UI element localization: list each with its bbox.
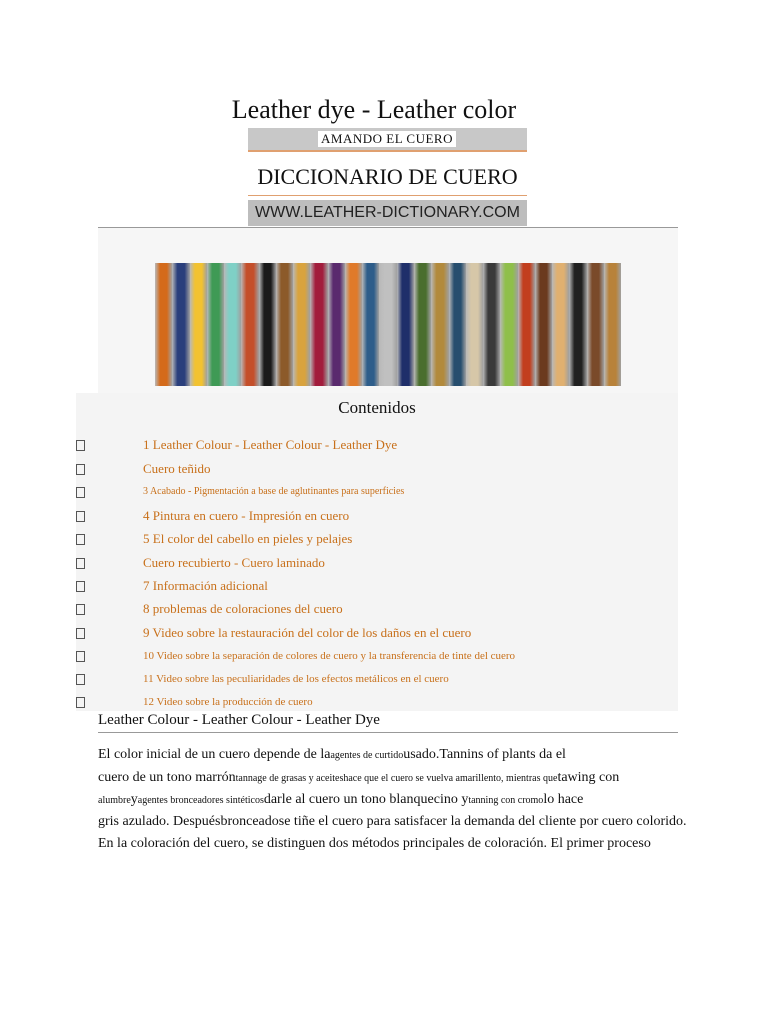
leather-stripe bbox=[293, 263, 310, 386]
text-span: y bbox=[130, 792, 138, 807]
bullet-icon bbox=[76, 697, 85, 708]
leather-stripe bbox=[362, 263, 379, 386]
banner-middle: DICCIONARIO DE CUERO bbox=[257, 164, 518, 189]
leather-colors-image bbox=[155, 263, 621, 386]
divider-section bbox=[98, 732, 678, 733]
leather-stripe bbox=[500, 263, 517, 386]
leather-stripe bbox=[431, 263, 448, 386]
bullet-icon bbox=[76, 604, 85, 615]
text-span: El color inicial de un cuero depende de la bbox=[98, 747, 331, 762]
toc-item bbox=[76, 578, 678, 598]
bullet-icon bbox=[76, 581, 85, 592]
leather-stripe bbox=[224, 263, 241, 386]
leather-stripe bbox=[535, 263, 552, 386]
toc-item bbox=[76, 461, 678, 481]
leather-stripe bbox=[552, 263, 569, 386]
body-line-3 bbox=[98, 791, 698, 810]
banner-divider bbox=[248, 195, 527, 196]
table-of-contents bbox=[76, 393, 678, 711]
leather-stripe bbox=[155, 263, 172, 386]
banner-top bbox=[248, 128, 527, 152]
toc-link-8[interactable]: 8 problemas de coloraciones del cuero bbox=[143, 601, 343, 616]
toc-link-9[interactable]: 9 Video sobre la restauración del color de los daños en el cuero bbox=[143, 625, 472, 640]
body-line-5: En la coloración del cuero, se distinguen dos métodos principales de coloración. El primer proceso bbox=[98, 836, 651, 851]
text-span: cuero de un tono marrón bbox=[98, 770, 236, 785]
leather-stripe bbox=[569, 263, 586, 386]
leather-stripe bbox=[310, 263, 327, 386]
leather-stripe bbox=[483, 263, 500, 386]
toc-link-6[interactable]: Cuero recubierto - Cuero laminado bbox=[143, 555, 325, 570]
toc-title: Contenidos bbox=[338, 398, 416, 417]
bullet-icon bbox=[76, 651, 85, 662]
bullet-icon bbox=[76, 440, 85, 451]
leather-stripe bbox=[172, 263, 189, 386]
text-span: hace que el cuero se vuelva amarillento, mientras que bbox=[343, 773, 558, 784]
bullet-icon bbox=[76, 628, 85, 639]
leather-stripe bbox=[276, 263, 293, 386]
bullet-icon bbox=[76, 511, 85, 522]
text-span: agentes de curtido bbox=[330, 750, 404, 761]
toc-link-5[interactable]: 5 El color del cabello en pieles y pelajes bbox=[143, 531, 353, 546]
leather-stripe bbox=[604, 263, 621, 386]
toc-item bbox=[76, 648, 678, 668]
leather-stripe bbox=[328, 263, 345, 386]
toc-item bbox=[76, 671, 678, 691]
banner-url[interactable]: WWW.LEATHER-DICTIONARY.COM bbox=[248, 200, 527, 226]
leather-stripe bbox=[207, 263, 224, 386]
toc-item bbox=[76, 601, 678, 621]
text-span: tannage de grasas y aceites bbox=[235, 773, 344, 784]
leather-stripe bbox=[414, 263, 431, 386]
leather-stripe bbox=[345, 263, 362, 386]
toc-link-4[interactable]: 4 Pintura en cuero - Impresión en cuero bbox=[143, 508, 350, 523]
leather-stripe bbox=[587, 263, 604, 386]
toc-item bbox=[76, 484, 678, 504]
leather-stripe bbox=[518, 263, 535, 386]
toc-item bbox=[76, 555, 678, 575]
body-line-4: gris azulado. Despuésbronceadose tiñe el cuero para satisfacer la demanda del cliente por cuero colorido. bbox=[98, 814, 687, 829]
body-line-1 bbox=[98, 746, 698, 765]
text-span: lo hace bbox=[543, 792, 584, 807]
leather-stripe bbox=[379, 263, 396, 386]
toc-link-3[interactable]: 3 Acabado - Pigmentación a base de aglutinantes para superficies bbox=[143, 486, 405, 497]
toc-link-1[interactable]: 1 Leather Colour - Leather Colour - Leather Dye bbox=[143, 437, 398, 452]
toc-link-2[interactable]: Cuero teñido bbox=[143, 461, 211, 476]
section-heading: Leather Colour - Leather Colour - Leather Dye bbox=[98, 712, 380, 728]
bullet-icon bbox=[76, 674, 85, 685]
toc-link-7[interactable]: 7 Información adicional bbox=[143, 578, 268, 593]
body-line-2 bbox=[98, 769, 698, 788]
toc-link-10[interactable]: 10 Video sobre la separación de colores de cuero y la transferencia de tinte del cuero bbox=[143, 650, 516, 662]
toc-item bbox=[76, 531, 678, 551]
bullet-icon bbox=[76, 464, 85, 475]
text-span: tanning con cromo bbox=[468, 795, 544, 806]
leather-stripe bbox=[241, 263, 258, 386]
toc-item bbox=[76, 437, 678, 457]
leather-stripe bbox=[397, 263, 414, 386]
page-title: Leather dye - Leather color bbox=[231, 95, 517, 124]
text-span: darle al cuero un tono blanquecino y bbox=[263, 792, 469, 807]
toc-item bbox=[76, 508, 678, 528]
bullet-icon bbox=[76, 487, 85, 498]
text-span: usado.Tannins of plants da el bbox=[403, 747, 566, 762]
leather-stripe bbox=[190, 263, 207, 386]
bullet-icon bbox=[76, 558, 85, 569]
leather-stripe bbox=[449, 263, 466, 386]
text-span: tawing con bbox=[557, 770, 620, 785]
toc-item bbox=[76, 625, 678, 645]
bullet-icon bbox=[76, 534, 85, 545]
banner-top-label: AMANDO EL CUERO bbox=[318, 131, 456, 147]
leather-stripe bbox=[259, 263, 276, 386]
toc-item bbox=[76, 694, 678, 714]
toc-link-11[interactable]: 11 Video sobre las peculiaridades de los efectos metálicos en el cuero bbox=[143, 673, 449, 685]
toc-link-12[interactable]: 12 Video sobre la producción de cuero bbox=[143, 696, 313, 708]
text-span: alumbre bbox=[98, 795, 131, 806]
leather-stripe bbox=[466, 263, 483, 386]
text-span: agentes bronceadores sintéticos bbox=[137, 795, 264, 806]
